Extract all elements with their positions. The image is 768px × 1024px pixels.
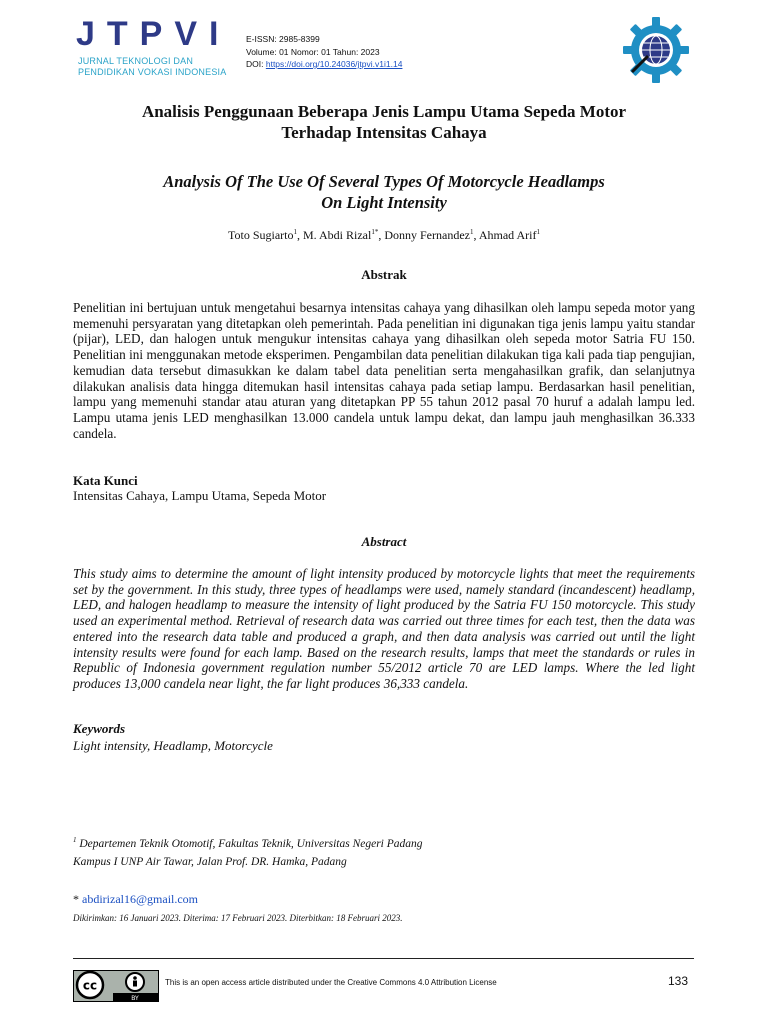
affiliation-mark: 1 [73, 836, 77, 844]
kata-kunci-text: Intensitas Cahaya, Lampu Utama, Sepeda Motor [73, 488, 327, 503]
gear-globe-icon [622, 16, 690, 84]
affiliation [73, 831, 423, 871]
title-id-line1: Analisis Penggunaan Beberapa Jenis Lampu Utama Sepeda Motor [141, 102, 627, 121]
keywords-heading: Keywords [73, 721, 125, 736]
abstract-body: This study aims to determine the amount of light intensity produced by motorcycle lights that meet the requirements set by the government. In this study, three types of headlamps were used, namely standard (incandescent) headlamp, LED, and halogen headlamp to measure the intensity of light produced by the Satria FU 150 motorcycle. This study used an experimental method. Retrieval of research data was carried out three times for each test, then the data was entered into the research data table and produced a graph, and then data analysis was carried out until the light intensity results were found for each lamp. Based on the research results, lamps that meet the standards or rules in Republic of Indonesia government regulation number 55/2012 article 70 are LED lamps. Where the led light produces 13,000 candela near light, the far light produces 36,333 candela. [73, 566, 695, 691]
eissn: E-ISSN: 2985-8399 [246, 34, 320, 44]
journal-meta [246, 33, 402, 71]
page-number: 133 [667, 974, 688, 988]
affiliation-line1 [73, 831, 423, 853]
journal-subtitle-line1: JURNAL TEKNOLOGI DAN [78, 56, 194, 66]
doi-line [246, 58, 402, 71]
footer-divider [73, 958, 694, 959]
corresponding-email [73, 892, 198, 907]
journal-logo-text: JTPVI [76, 15, 231, 53]
author-affiliation-mark: 1 [469, 228, 474, 236]
email-mark: * [73, 892, 79, 906]
publication-dates: Dikirimkan: 16 Januari 2023. Diterima: 17 Februari 2023. Diterbitkan: 18 Februari 2023. [73, 913, 403, 923]
author-list: Toto Sugiarto$^1$, M. Abdi Rizal$^{1*}$, Donny Fernandez$^1$, Ahmad Arif$^1$ [228, 228, 540, 242]
author-name: Toto Sugiarto [228, 228, 294, 242]
keywords-text: Light intensity, Headlamp, Motorcycle [73, 738, 273, 753]
journal-subtitle-line2: PENDIDIKAN VOKASI INDONESIA [78, 67, 227, 77]
title-english [60, 171, 708, 213]
title-en-line2: On Light Intensity [321, 193, 447, 212]
author-affiliation-mark: 1* [371, 228, 379, 236]
creative-commons-badge[interactable] [73, 970, 159, 1002]
title-id-line2: Terhadap Intensitas Cahaya [281, 123, 487, 142]
title-indonesian [60, 101, 708, 143]
author-name: M. Abdi Rizal [303, 228, 372, 242]
doi-label: DOI: [246, 59, 264, 69]
author-name: Ahmad Arif [478, 228, 537, 242]
title-en-line1: Analysis Of The Use Of Several Types Of Motorcycle Headlamps [163, 172, 605, 191]
doi-link[interactable]: https://doi.org/10.24036/jtpvi.v1i1.14 [265, 59, 403, 69]
volume-info: Volume: 01 Nomor: 01 Tahun: 2023 [246, 46, 380, 57]
abstrak-body: Penelitian ini bertujuan untuk mengetahui besarnya intensitas cahaya yang dihasilkan oleh lampu sepeda motor yang memenuhi persyaratan yang ditetapkan oleh pemerintah. Pada penelitian ini digunakan tiga jenis lampu yaitu standar (pijar), LED, dan halogen untuk mengukur intensitas cahaya yang dihasilkan oleh sepeda motor Satria FU 150. Penelitian ini menggunakan metode eksperimen. Pengambilan data penelitian dilakukan tiga kali pada tiap pengujian, kemudian data tersebut dimasukkan ke dalam tabel data penelitian serta mengahasilkan grafik, dan selanjutnya dilakukan analisis data hingga ditemukan hasil intensitas cahaya pada setiap lampu. Berdasarkan hasil penelitian, lampu yang memenuhi standar atau aturan yang ditetapkan PP 55 tahun 2012 pasal 70 huruf a adalah lampu led. Lampu utama jenis LED menghasilkan 13.000 candela untuk lampu dekat, dan lampu jauh menghasilkan 36.333 candela. [73, 300, 695, 441]
journal-logo-subtitle [78, 56, 226, 78]
kata-kunci-heading: Kata Kunci [73, 473, 138, 488]
abstract-heading: Abstract [361, 534, 407, 549]
cc-by-label: BY [131, 995, 139, 1002]
svg-text:cc: cc [82, 978, 98, 993]
author-affiliation-mark: 1 [536, 228, 540, 236]
author-affiliation-mark: 1 [293, 228, 297, 236]
email-link[interactable]: abdirizal16@gmail.com [82, 892, 199, 906]
license-text: This is an open access article distributed under the Creative Commons 4.0 Attribution License [165, 978, 497, 987]
affiliation-text: Departemen Teknik Otomotif, Fakultas Teknik, Universitas Negeri Padang [79, 837, 423, 850]
author-name: Donny Fernandez [384, 228, 470, 242]
abstrak-heading: Abstrak [361, 267, 407, 282]
affiliation-line2: Kampus I UNP Air Tawar, Jalan Prof. DR. Hamka, Padang [73, 855, 347, 868]
